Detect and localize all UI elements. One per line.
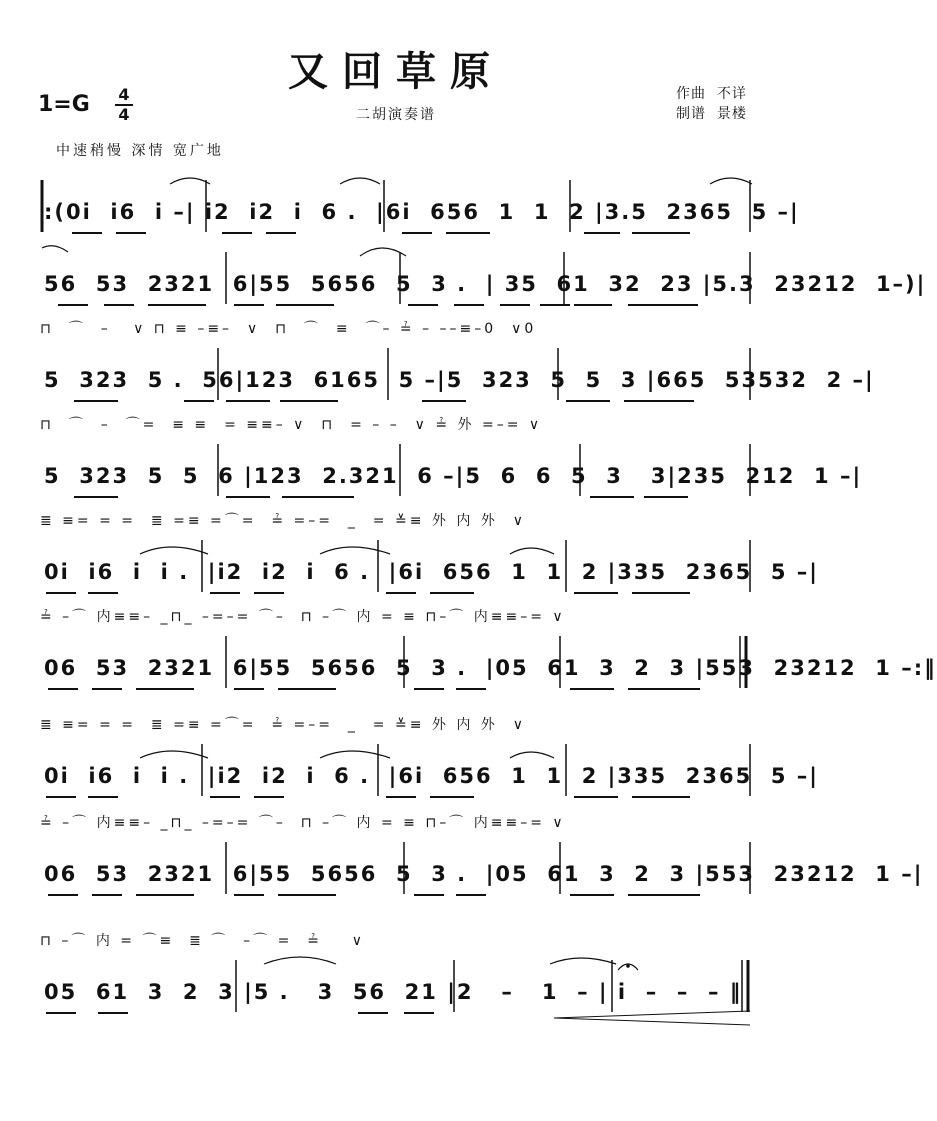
bowing-marks: ≟ –⌒ 内≡≡– _⊓_ –=–= ⌒– ⊓ –⌒ 内 = ≡ ⊓–⌒ 内≡≡–= ∨ bbox=[40, 609, 566, 625]
composer-name: 不详 bbox=[716, 86, 747, 102]
bowing-marks: ⊓ ⌒ – ⌒= ≡ ≡ = ≡≡– ∨ ⊓ = – – ∨ ≟ 外 =–= ∨ bbox=[40, 417, 543, 433]
composer-row bbox=[676, 84, 747, 104]
arranger-name: 景楼 bbox=[716, 106, 747, 122]
score-line-6 bbox=[40, 606, 937, 696]
bowing-marks bbox=[40, 222, 752, 272]
score-line-7 bbox=[40, 714, 819, 804]
beam-lines bbox=[44, 400, 744, 406]
bowing-marks: ≣ ≡= = = ≣ =≡ =⌒= ≟ =–= _ = ≚≡ 外 内 外 ∨ bbox=[40, 513, 526, 529]
score-line-3 bbox=[40, 318, 875, 408]
bowing-marks: ≣ ≡= = = ≣ =≡ =⌒= ≟ =–= _ = ≚≡ 外 内 外 ∨ bbox=[40, 717, 526, 733]
time-signature-top: 4 bbox=[118, 85, 130, 104]
note-row: 56 53 2321 6|55 5656 5 3 . | 35 61 32 23 |5.3 23212 1–)| bbox=[44, 272, 927, 296]
note-row: 0i i6 i i . |i2 i2 i 6 . |6i 656 1 1 2 |335 2365 5 –| bbox=[44, 764, 819, 788]
score-line-5 bbox=[40, 510, 819, 600]
song-subtitle: 二胡演奏谱 bbox=[356, 107, 436, 123]
bowing-marks: ⊓ ⌒ – ∨ ⊓ ≡ –≡– ∨ ⊓ ⌒ ≡ ⌒– ≟ – ––≡–0 ∨0 bbox=[40, 321, 537, 337]
note-row: 0i i6 i i . |i2 i2 i 6 . |6i 656 1 1 2 |335 2365 5 –| bbox=[44, 560, 819, 584]
note-row: 06 53 2321 6|55 5656 5 3 . |05 61 3 2 3 |553 23212 1 –:‖ bbox=[44, 656, 937, 680]
arranger-label: 制谱 bbox=[676, 106, 706, 122]
note-row: 05 61 3 2 3 |5 . 3 56 21 |2 – 1 – | i – – – ‖ bbox=[44, 980, 743, 1004]
credits bbox=[676, 84, 747, 124]
beam-lines bbox=[44, 496, 744, 502]
key-signature: 1=G bbox=[38, 92, 90, 117]
beam-lines bbox=[44, 894, 744, 900]
score-line-8 bbox=[40, 812, 924, 902]
note-row: :(0i i6 i –| i2 i2 i 6 . |6i 656 1 1 2 |3.5 2365 5 –| bbox=[44, 200, 800, 224]
arranger-row bbox=[676, 104, 747, 124]
beam-lines bbox=[44, 592, 744, 598]
score-line-4 bbox=[40, 414, 863, 504]
tempo-marking: 中速稍慢 深情 宽广地 bbox=[56, 143, 224, 159]
score-line-2 bbox=[40, 222, 927, 312]
decrescendo-hairpin bbox=[554, 1010, 750, 1026]
bowing-marks bbox=[40, 150, 752, 200]
beam-lines bbox=[44, 304, 744, 310]
beam-lines bbox=[44, 796, 744, 802]
note-row: 5 323 5 5 6 |123 2.321 6 –|5 6 6 5 3 3|235 212 1 –| bbox=[44, 464, 863, 488]
bowing-marks: ⊓ –⌒ 内 = ⌒≡ ≣ ⌒ –⌒ = ≟ ∨ bbox=[40, 933, 366, 949]
song-title: 又回草原 bbox=[288, 48, 504, 95]
score-line-9 bbox=[40, 930, 752, 1020]
note-row: 06 53 2321 6|55 5656 5 3 . |05 61 3 2 3 |553 23212 1 –| bbox=[44, 862, 924, 886]
bowing-marks: ≟ –⌒ 内≡≡– _⊓_ –=–= ⌒– ⊓ –⌒ 内 = ≡ ⊓–⌒ 内≡≡–= ∨ bbox=[40, 815, 566, 831]
beam-lines bbox=[44, 688, 744, 694]
note-row: 5 323 5 . 56|123 6165 5 –|5 323 5 5 3 |665 53532 2 –| bbox=[44, 368, 875, 392]
time-signature-bottom: 4 bbox=[118, 105, 130, 124]
composer-label: 作曲 bbox=[676, 86, 706, 102]
time-signature bbox=[113, 86, 135, 124]
